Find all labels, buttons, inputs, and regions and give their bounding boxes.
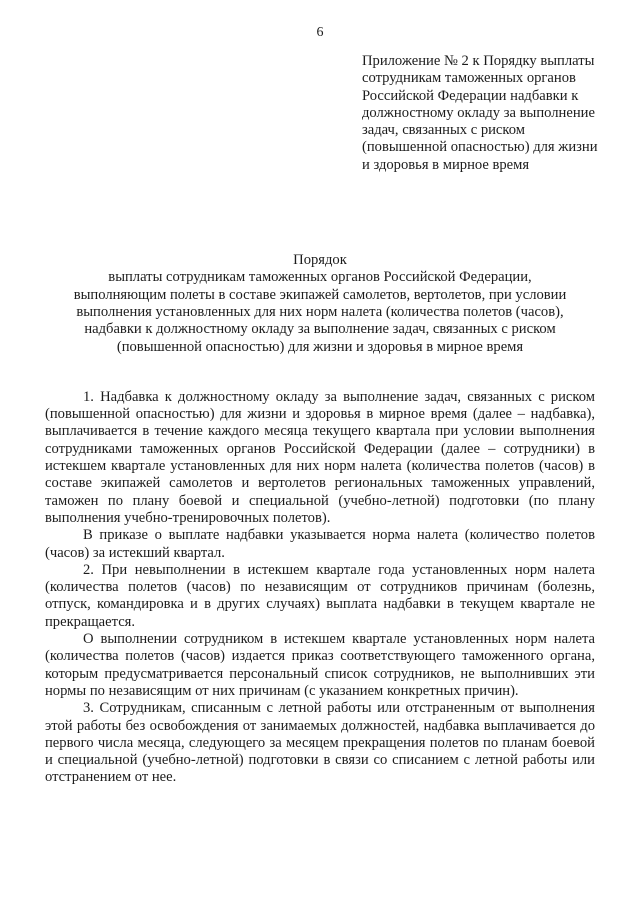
appendix-header [362, 53, 612, 174]
appendix-line: сотрудникам таможенных органов [362, 70, 576, 87]
title-line: Порядок [293, 252, 347, 269]
paragraph-1-note: В приказе о выплате надбавки указывается норма налета (количество полетов (часов) за истекший квартал. [45, 527, 595, 561]
page-number: 6 [316, 25, 324, 40]
title-line: выполнения установленных для них норм налета (количества полетов (часов), [76, 303, 564, 320]
appendix-line: задач, связанных с риском [362, 122, 526, 139]
appendix-line: Российской Федерации надбавки к [362, 87, 579, 104]
title-line: выполняющим полеты в составе экипажей самолетов, вертолетов, при условии [73, 286, 567, 303]
appendix-line: и здоровья в мирное время [362, 156, 530, 173]
paragraph-2: 2. При невыполнении в истекшем квартале года установленных норм налета (количества полетов (часов) по независящим от сотрудников причинам (болезнь, отпуск, командировка и в других случаях) выплата надбавки в текущем квартале не прекращается. [45, 561, 595, 630]
appendix-line: должностному окладу за выполнение [362, 104, 595, 121]
document-title [45, 252, 595, 356]
appendix-line: (повышенной опасностью) для жизни [362, 139, 598, 156]
title-line: выплаты сотрудникам таможенных органов Российской Федерации, [108, 269, 532, 286]
title-line: (повышенной опасностью) для жизни и здоровья в мирное время [116, 338, 524, 355]
paragraph-1: 1. Надбавка к должностному окладу за выполнение задач, связанных с риском (повышенной опасностью) для жизни и здоровья в мирное время (далее – надбавка), выплачивается в течение каждого месяца текущего квартала при условии выполнения сотрудниками таможенных органов Российской Федерации (далее – сотрудники) в истекшем квартале установленных для них норм налета (количества полетов (часов) в составе экипажей самолетов и вертолетов региональных таможенных управлений, таможен по плану боевой и специальной (учебно-летной) подготовки (по плану выполнения учебно-тренировочных полетов). [45, 388, 595, 526]
title-line: надбавки к должностному окладу за выполнение задач, связанных с риском [84, 321, 556, 338]
paragraph-2-note: О выполнении сотрудником в истекшем квартале установленных норм налета (количества полетов (часов) издается приказ соответствующего таможенного органа, которым предусматривается персональный список сотрудников, не выполнивших эти нормы по независящим от них причинам (с указанием конкретных причин). [45, 631, 595, 699]
paragraph-3: 3. Сотрудникам, списанным с летной работы или отстраненным от выполнения этой работы без освобождения от занимаемых должностей, надбавка выплачивается до первого числа месяца, следующего за месяцем прекращения полетов по планам боевой и специальной (учебно-летной) подготовки в связи со списанием с летной работы или отстранением от нее. [45, 700, 595, 786]
document-body [45, 389, 595, 787]
appendix-line: Приложение № 2 к Порядку выплаты [362, 53, 595, 69]
